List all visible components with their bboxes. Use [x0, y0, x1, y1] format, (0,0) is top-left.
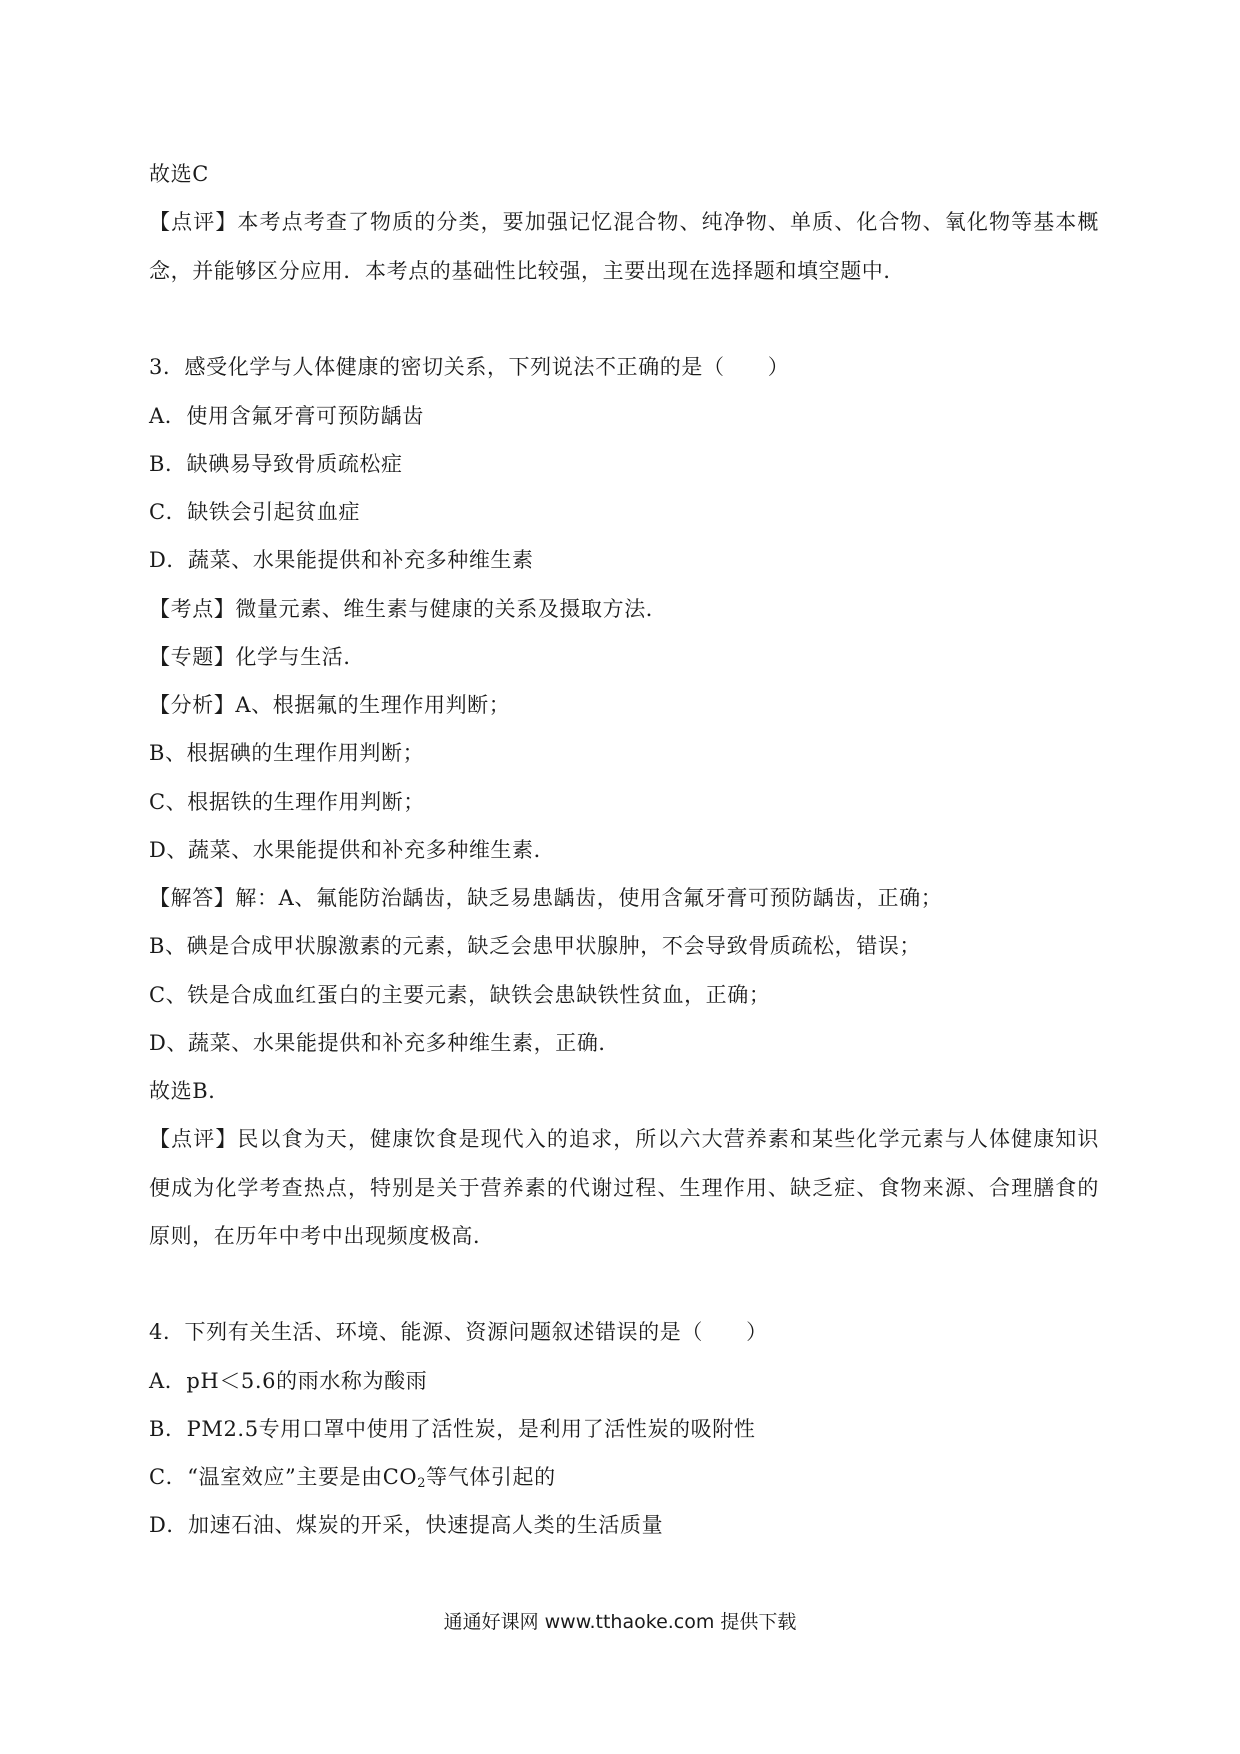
question-3-stem: 3．感受化学与人体健康的密切关系，下列说法不正确的是（ ） — [149, 355, 790, 379]
analysis-d: D、蔬菜、水果能提供和补充多种维生素． — [149, 838, 556, 862]
analysis-a: 【分析】A、根据氟的生理作用判断； — [149, 693, 511, 717]
page-footer: 通通好课网 www.tthaoke.com 提供下载 — [443, 1611, 797, 1633]
question-3-option-c: C．缺铁会引起贫血症 — [149, 500, 361, 524]
analysis-c: C、根据铁的生理作用判断； — [149, 790, 425, 814]
question-4-option-a: A．pH＜5.6的雨水称为酸雨 — [149, 1369, 428, 1393]
option-c-text-pre: C．“温室效应”主要是由CO — [149, 1465, 418, 1489]
solution-c: C、铁是合成血红蛋白的主要元素，缺铁会患缺铁性贫血，正确； — [149, 983, 771, 1007]
question-4-stem: 4．下列有关生活、环境、能源、资源问题叙述错误的是（ ） — [149, 1320, 768, 1344]
option-c-text-post: 等气体引起的 — [426, 1465, 556, 1489]
answer-b-line: 故选B． — [149, 1079, 230, 1103]
comment-3-line-1: 【点评】民以食为天，健康饮食是现代入的追求，所以六大营养素和某些化学元素与人体健康知识 — [149, 1127, 1099, 1151]
co2-subscript: 2 — [417, 1476, 427, 1491]
knowledge-point: 【考点】微量元素、维生素与健康的关系及摄取方法． — [149, 597, 668, 621]
analysis-b: B、根据碘的生理作用判断； — [149, 741, 425, 765]
question-4-option-d: D．加速石油、煤炭的开采，快速提高人类的生活质量 — [149, 1513, 664, 1537]
solution-d: D、蔬菜、水果能提供和补充多种维生素，正确． — [149, 1031, 621, 1055]
comment-3-line-3: 原则，在历年中考中出现频度极高． — [149, 1224, 495, 1248]
solution-a: 【解答】解：A、氟能防治龋齿，缺乏易患龋齿，使用含氟牙膏可预防龋齿，正确； — [149, 886, 943, 910]
topic: 【专题】化学与生活． — [149, 645, 365, 669]
question-3-option-b: B．缺碘易导致骨质疏松症 — [149, 452, 403, 476]
question-3-option-d: D．蔬菜、水果能提供和补充多种维生素 — [149, 548, 534, 572]
answer-c-line: 故选C — [149, 162, 209, 186]
comment-3-line-2: 便成为化学考查热点，特别是关于营养素的代谢过程、生理作用、缺乏症、食物来源、合理膳食的 — [149, 1176, 1099, 1200]
comment-line-1: 【点评】本考点考查了物质的分类，要加强记忆混合物、纯净物、单质、化合物、氧化物等基本概 — [149, 210, 1099, 234]
question-4-option-b: B．PM2.5专用口罩中使用了活性炭，是利用了活性炭的吸附性 — [149, 1417, 756, 1441]
comment-line-2: 念，并能够区分应用．本考点的基础性比较强，主要出现在选择题和填空题中． — [149, 259, 905, 283]
question-3-option-a: A．使用含氟牙膏可预防龋齿 — [149, 404, 424, 428]
solution-b: B、碘是合成甲状腺激素的元素，缺乏会患甲状腺肿，不会导致骨质疏松，错误； — [149, 934, 922, 958]
question-4-option-c — [149, 1463, 1099, 1491]
